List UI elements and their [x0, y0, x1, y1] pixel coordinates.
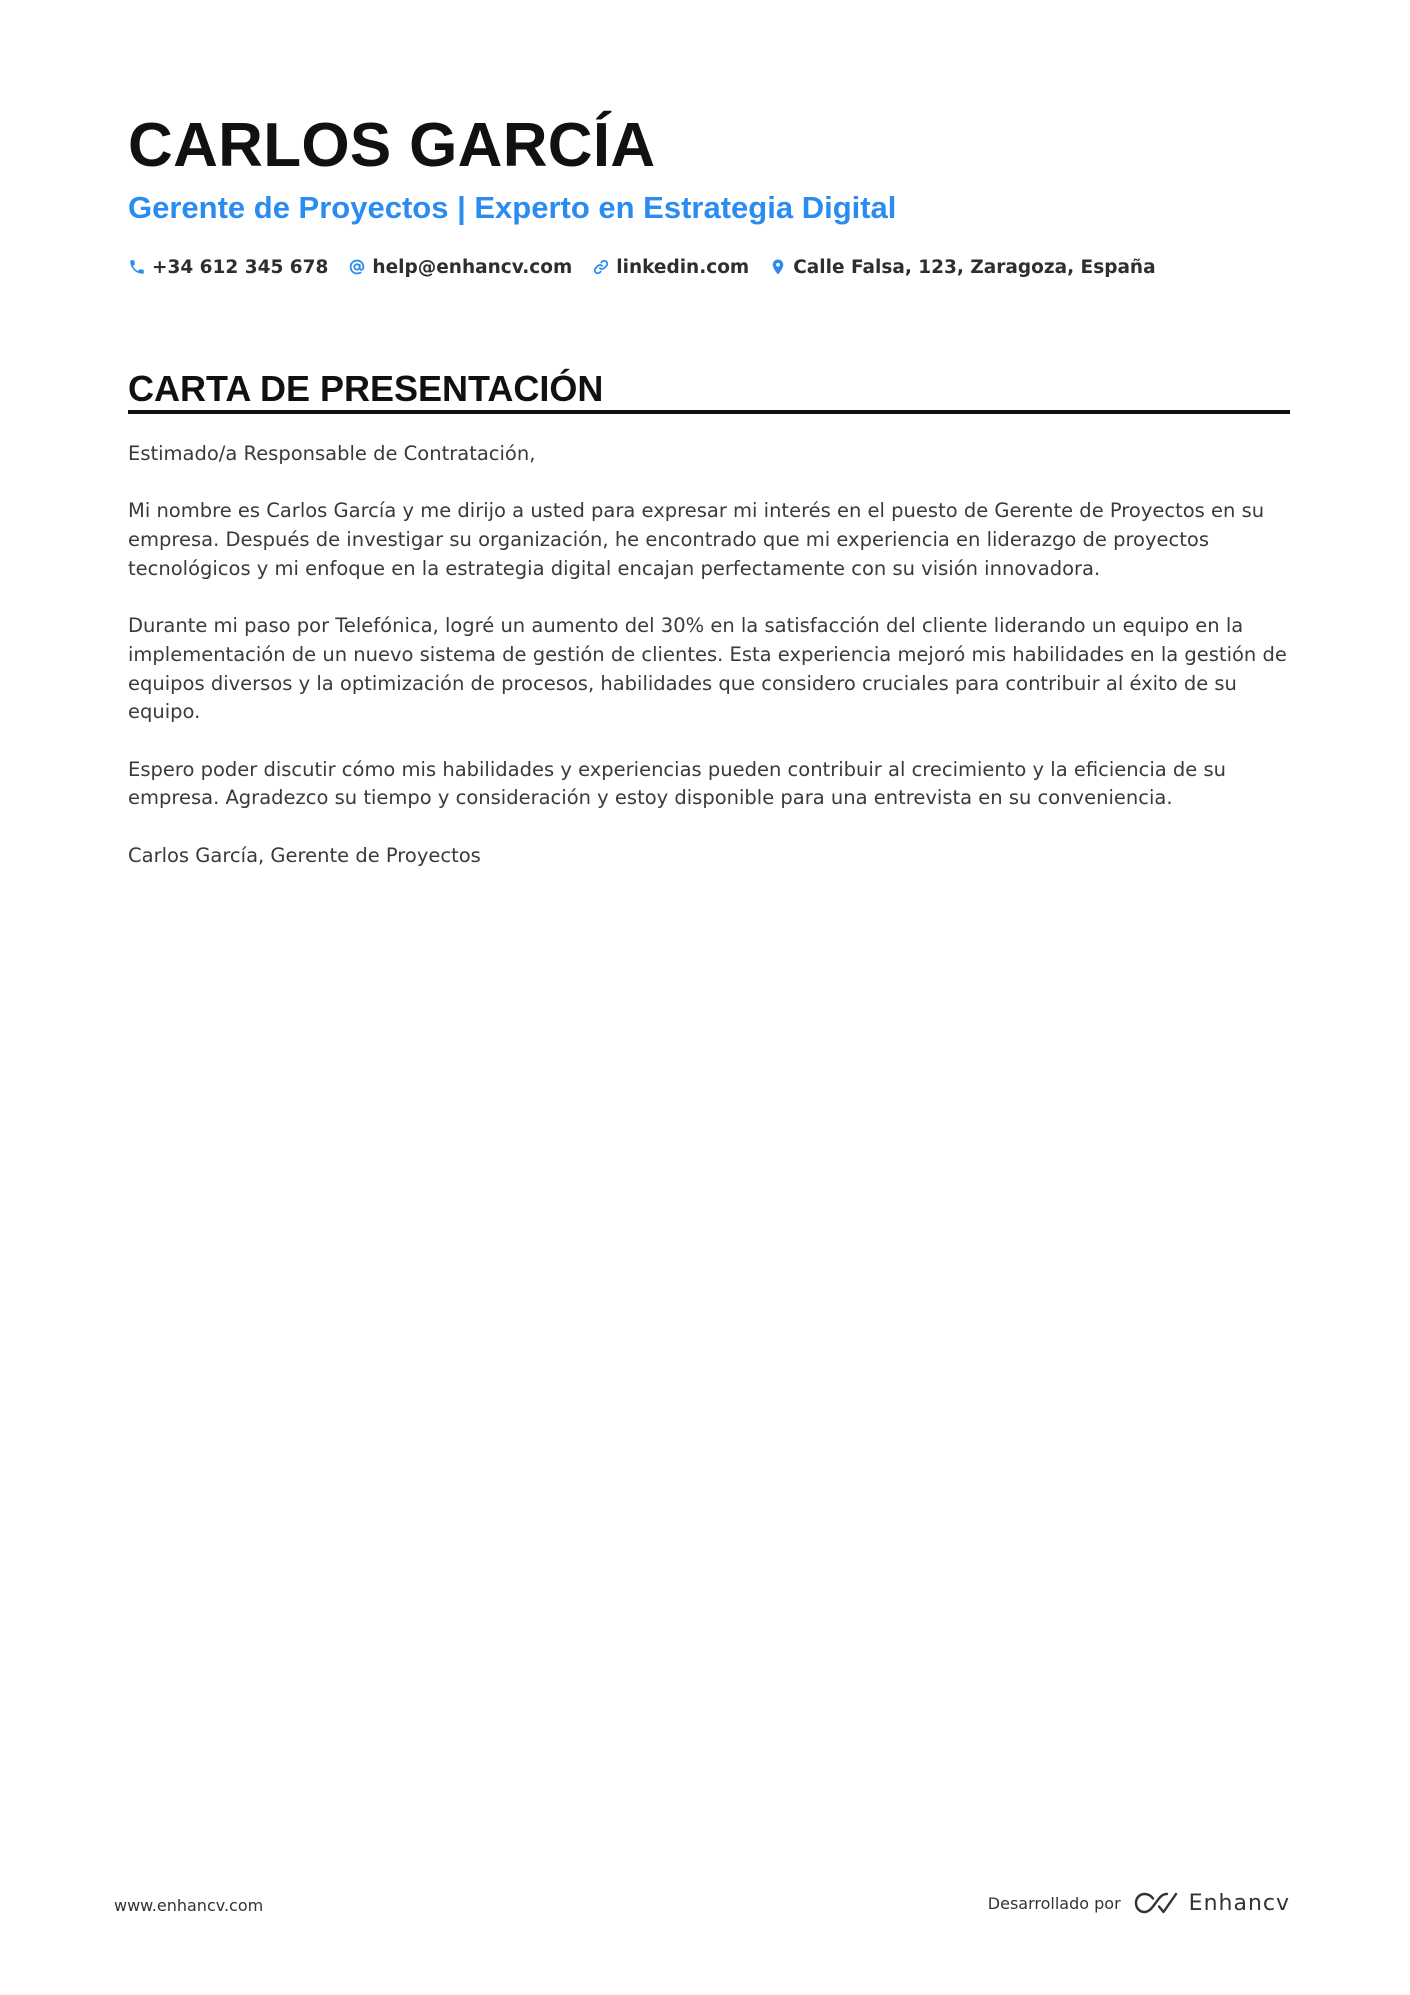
letter-body	[128, 440, 1290, 899]
at-icon	[348, 258, 366, 276]
contact-address	[769, 257, 1155, 278]
letter-greeting: Estimado/a Responsable de Contratación,	[128, 442, 536, 465]
contact-linkedin[interactable]	[592, 257, 749, 278]
letter-paragraph: Espero poder discutir cómo mis habilidades y experiencias pueden contribuir al crecimiento y la eficiencia de su empresa. Agradezco su tiempo y consideración y estoy disponible para una entrevista en su conveniencia.	[128, 757, 1227, 810]
linkedin-url[interactable]: linkedin.com	[616, 256, 750, 278]
letter-paragraph: Durante mi paso por Telefónica, logré un aumento del 30% en la satisfacción del cliente liderando un equipo en la implementación de un nuevo sistema de gestión de clientes. Esta experiencia mejoró mis habilidades en la gestión de equipos diversos y la optimización de procesos, habilidades que considero cruciales para contribuir al éxito de su equipo.	[128, 614, 1287, 724]
email-address[interactable]: help@enhancv.com	[372, 256, 573, 278]
enhancv-logo-wordmark: Enhancv	[1188, 1890, 1290, 1916]
contact-bar	[128, 252, 1176, 282]
section-title: CARTA DE PRESENTACIÓN	[128, 368, 604, 409]
location-pin-icon	[769, 258, 787, 276]
powered-by-label: Desarrollado por	[987, 1893, 1121, 1913]
phone-icon	[128, 258, 146, 276]
candidate-name: CARLOS GARCÍA	[128, 111, 656, 180]
contact-phone	[128, 257, 328, 278]
enhancv-logo-icon	[1133, 1891, 1179, 1915]
section-divider	[128, 410, 1290, 414]
contact-email[interactable]	[348, 257, 572, 278]
footer-website-link[interactable]: www.enhancv.com	[114, 1896, 264, 1915]
letter-signature: Carlos García, Gerente de Proyectos	[128, 843, 481, 867]
footer-branding	[988, 1888, 1290, 1918]
link-icon	[592, 258, 610, 276]
phone-number: +34 612 345 678	[152, 256, 329, 278]
candidate-headline: Gerente de Proyectos | Experto en Estrategia Digital	[128, 190, 897, 225]
letter-paragraph: Mi nombre es Carlos García y me dirijo a usted para expresar mi interés en el puesto de Gerente de Proyectos en su empresa. Después de investigar su organización, he encontrado que mi experiencia en liderazgo de proyectos tecnológicos y mi enfoque en la estrategia digital encajan perfectamente con su visión innovadora.	[128, 499, 1265, 580]
postal-address: Calle Falsa, 123, Zaragoza, España	[793, 256, 1156, 278]
